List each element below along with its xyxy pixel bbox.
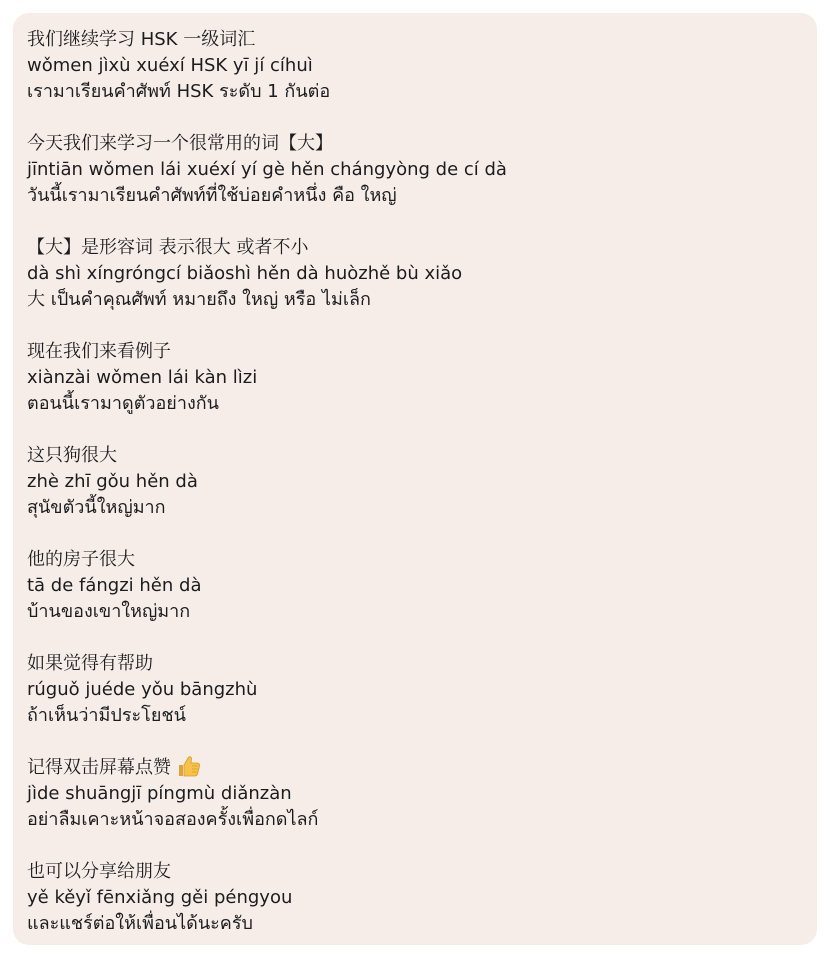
stanza — [27, 859, 817, 937]
pinyin-line: jīntiān wǒmen lái xuéxí yí gè hěn chángyòng de cí dà — [27, 159, 507, 180]
pinyin-line: wǒmen jìxù xuéxí HSK yī jí cíhuì — [27, 55, 313, 76]
stanza — [27, 755, 817, 833]
thai-line: ถ้าเห็นว่ามีประโยชน์ — [27, 705, 186, 726]
pinyin-line: zhè zhī gǒu hěn dà — [27, 471, 198, 492]
chinese-line: 现在我们来看例子 — [27, 341, 171, 362]
thai-line: บ้านของเขาใหญ่มาก — [27, 601, 191, 622]
chinese-line: 也可以分享给朋友 — [27, 861, 171, 882]
chinese-line-with-emoji — [27, 755, 817, 781]
pinyin-line: xiànzài wǒmen lái kàn lìzi — [27, 367, 258, 388]
thai-line: เรามาเรียนคำศัพท์ HSK ระดับ 1 กันต่อ — [27, 81, 331, 102]
thai-line: 大 เป็นคำคุณศัพท์ หมายถึง ใหญ่ หรือ ไม่เล็ก — [27, 289, 371, 310]
chinese-line: 如果觉得有帮助 — [27, 653, 153, 674]
stanza — [27, 235, 817, 313]
chinese-line: 这只狗很大 — [27, 445, 117, 466]
stanza — [27, 339, 817, 417]
chinese-line: 他的房子很大 — [27, 549, 135, 570]
thai-line: และแชร์ต่อให้เพื่อนได้นะครับ — [27, 913, 253, 934]
pinyin-line: dà shì xíngróngcí biǎoshì hěn dà huòzhě bù xiǎo — [27, 263, 463, 284]
stanza — [27, 443, 817, 521]
stanza — [27, 547, 817, 625]
thai-line: วันนี้เรามาเรียนคำศัพท์ที่ใช้บ่อยคำหนึ่ง คือ ใหญ่ — [27, 185, 397, 206]
pinyin-line: yě kěyǐ fēnxiǎng gěi péngyou — [27, 887, 293, 908]
chinese-line: 今天我们来学习一个很常用的词【大】 — [27, 133, 333, 154]
stanza — [27, 651, 817, 729]
stanza — [27, 27, 817, 105]
thai-line: สุนัขตัวนี้ใหญ่มาก — [27, 497, 166, 518]
chinese-line: 【大】是形容词 表示很大 或者不小 — [27, 237, 309, 258]
thai-line: ตอนนี้เรามาดูตัวอย่างกัน — [27, 393, 219, 414]
chinese-line: 我们继续学习 HSK 一级词汇 — [27, 29, 256, 50]
pinyin-line: jìde shuāngjī píngmù diǎnzàn — [27, 783, 292, 804]
chinese-text: 记得双击屏幕点赞 — [27, 757, 171, 778]
thai-line: อย่าลืมเคาะหน้าจอสองครั้งเพื่อกดไลก์ — [27, 809, 319, 830]
pinyin-line: rúguǒ juéde yǒu bāngzhù — [27, 679, 258, 700]
pinyin-line: tā de fángzi hěn dà — [27, 575, 202, 596]
note-card[interactable] — [13, 13, 817, 945]
thumbs-up-icon — [177, 755, 201, 777]
stanza — [27, 131, 817, 209]
